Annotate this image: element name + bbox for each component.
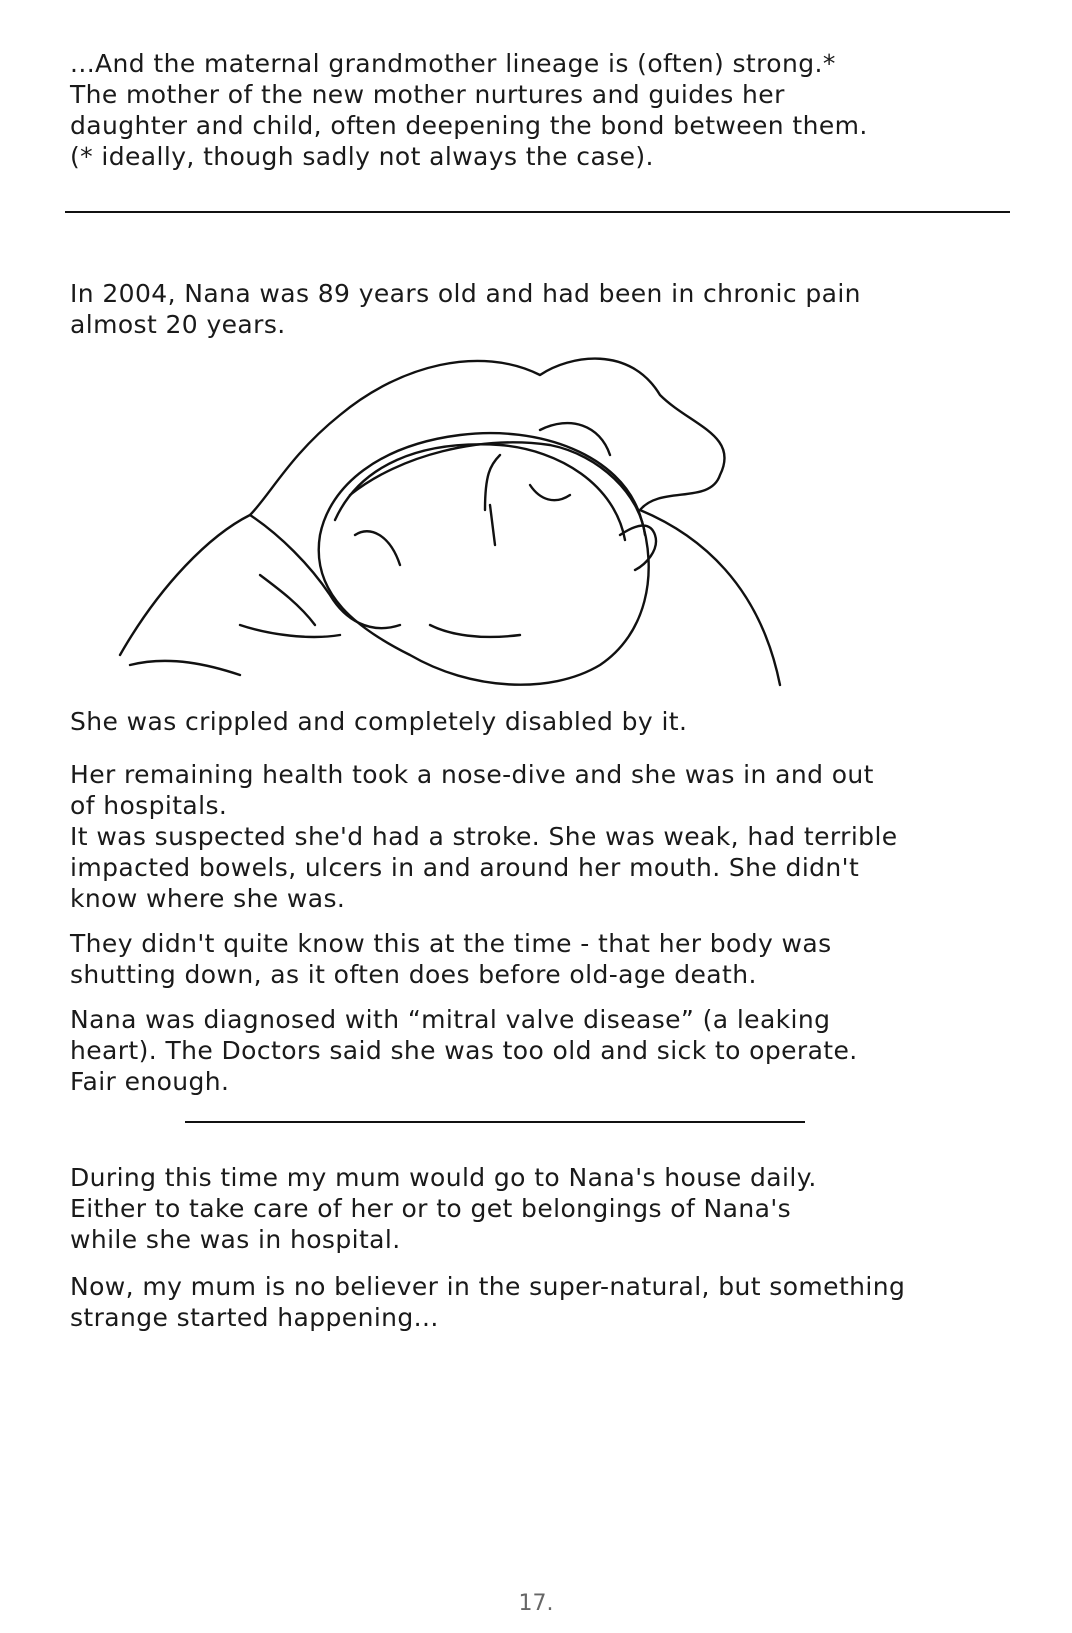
ending-paragraph-1 (70, 1162, 1010, 1255)
nana-intro-paragraph (70, 278, 1010, 340)
nana-sketch-illustration (100, 335, 820, 735)
illness-paragraph-4 (70, 1004, 1010, 1097)
illness-section (70, 706, 1010, 1097)
text-line: impacted bowels, ulcers in and around her mouth. She didn't (70, 853, 860, 882)
intro-paragraph (70, 48, 1010, 172)
nana-intro-line: In 2004, Nana was 89 years old and had been in chronic pain (70, 279, 861, 308)
illness-paragraph-1 (70, 706, 1010, 737)
text-line: know where she was. (70, 884, 346, 913)
section-divider (65, 211, 1010, 213)
short-divider (185, 1121, 805, 1123)
text-line: It was suspected she'd had a stroke. She was weak, had terrible (70, 822, 898, 851)
intro-line: The mother of the new mother nurtures and guides her (70, 80, 785, 109)
illness-paragraph-3 (70, 928, 1010, 990)
nana-intro-line: almost 20 years. (70, 310, 286, 339)
text-line: Nana was diagnosed with “mitral valve disease” (a leaking (70, 1005, 831, 1034)
intro-line: daughter and child, often deepening the bond between them. (70, 111, 868, 140)
ending-section (70, 1162, 1010, 1333)
ending-paragraph-2 (70, 1271, 1010, 1333)
text-line: while she was in hospital. (70, 1225, 401, 1254)
text-line: During this time my mum would go to Nana's house daily. (70, 1163, 817, 1192)
text-line: of hospitals. (70, 791, 228, 820)
text-line: shutting down, as it often does before old-age death. (70, 960, 757, 989)
text-line: Either to take care of her or to get belongings of Nana's (70, 1194, 792, 1223)
text-line: Fair enough. (70, 1067, 230, 1096)
text-line: Her remaining health took a nose-dive and she was in and out (70, 760, 874, 789)
text-line: heart). The Doctors said she was too old and sick to operate. (70, 1036, 858, 1065)
text-line: They didn't quite know this at the time - that her body was (70, 929, 832, 958)
text-line: Now, my mum is no believer in the super-natural, but something (70, 1272, 906, 1301)
intro-line: (* ideally, though sadly not always the case). (70, 142, 654, 171)
text-line: strange started happening... (70, 1303, 439, 1332)
text-line: She was crippled and completely disabled by it. (70, 707, 688, 736)
illness-paragraph-2 (70, 759, 1010, 914)
intro-line: ...And the maternal grandmother lineage is (often) strong.* (70, 49, 836, 78)
page-number: 17. (518, 1591, 554, 1616)
